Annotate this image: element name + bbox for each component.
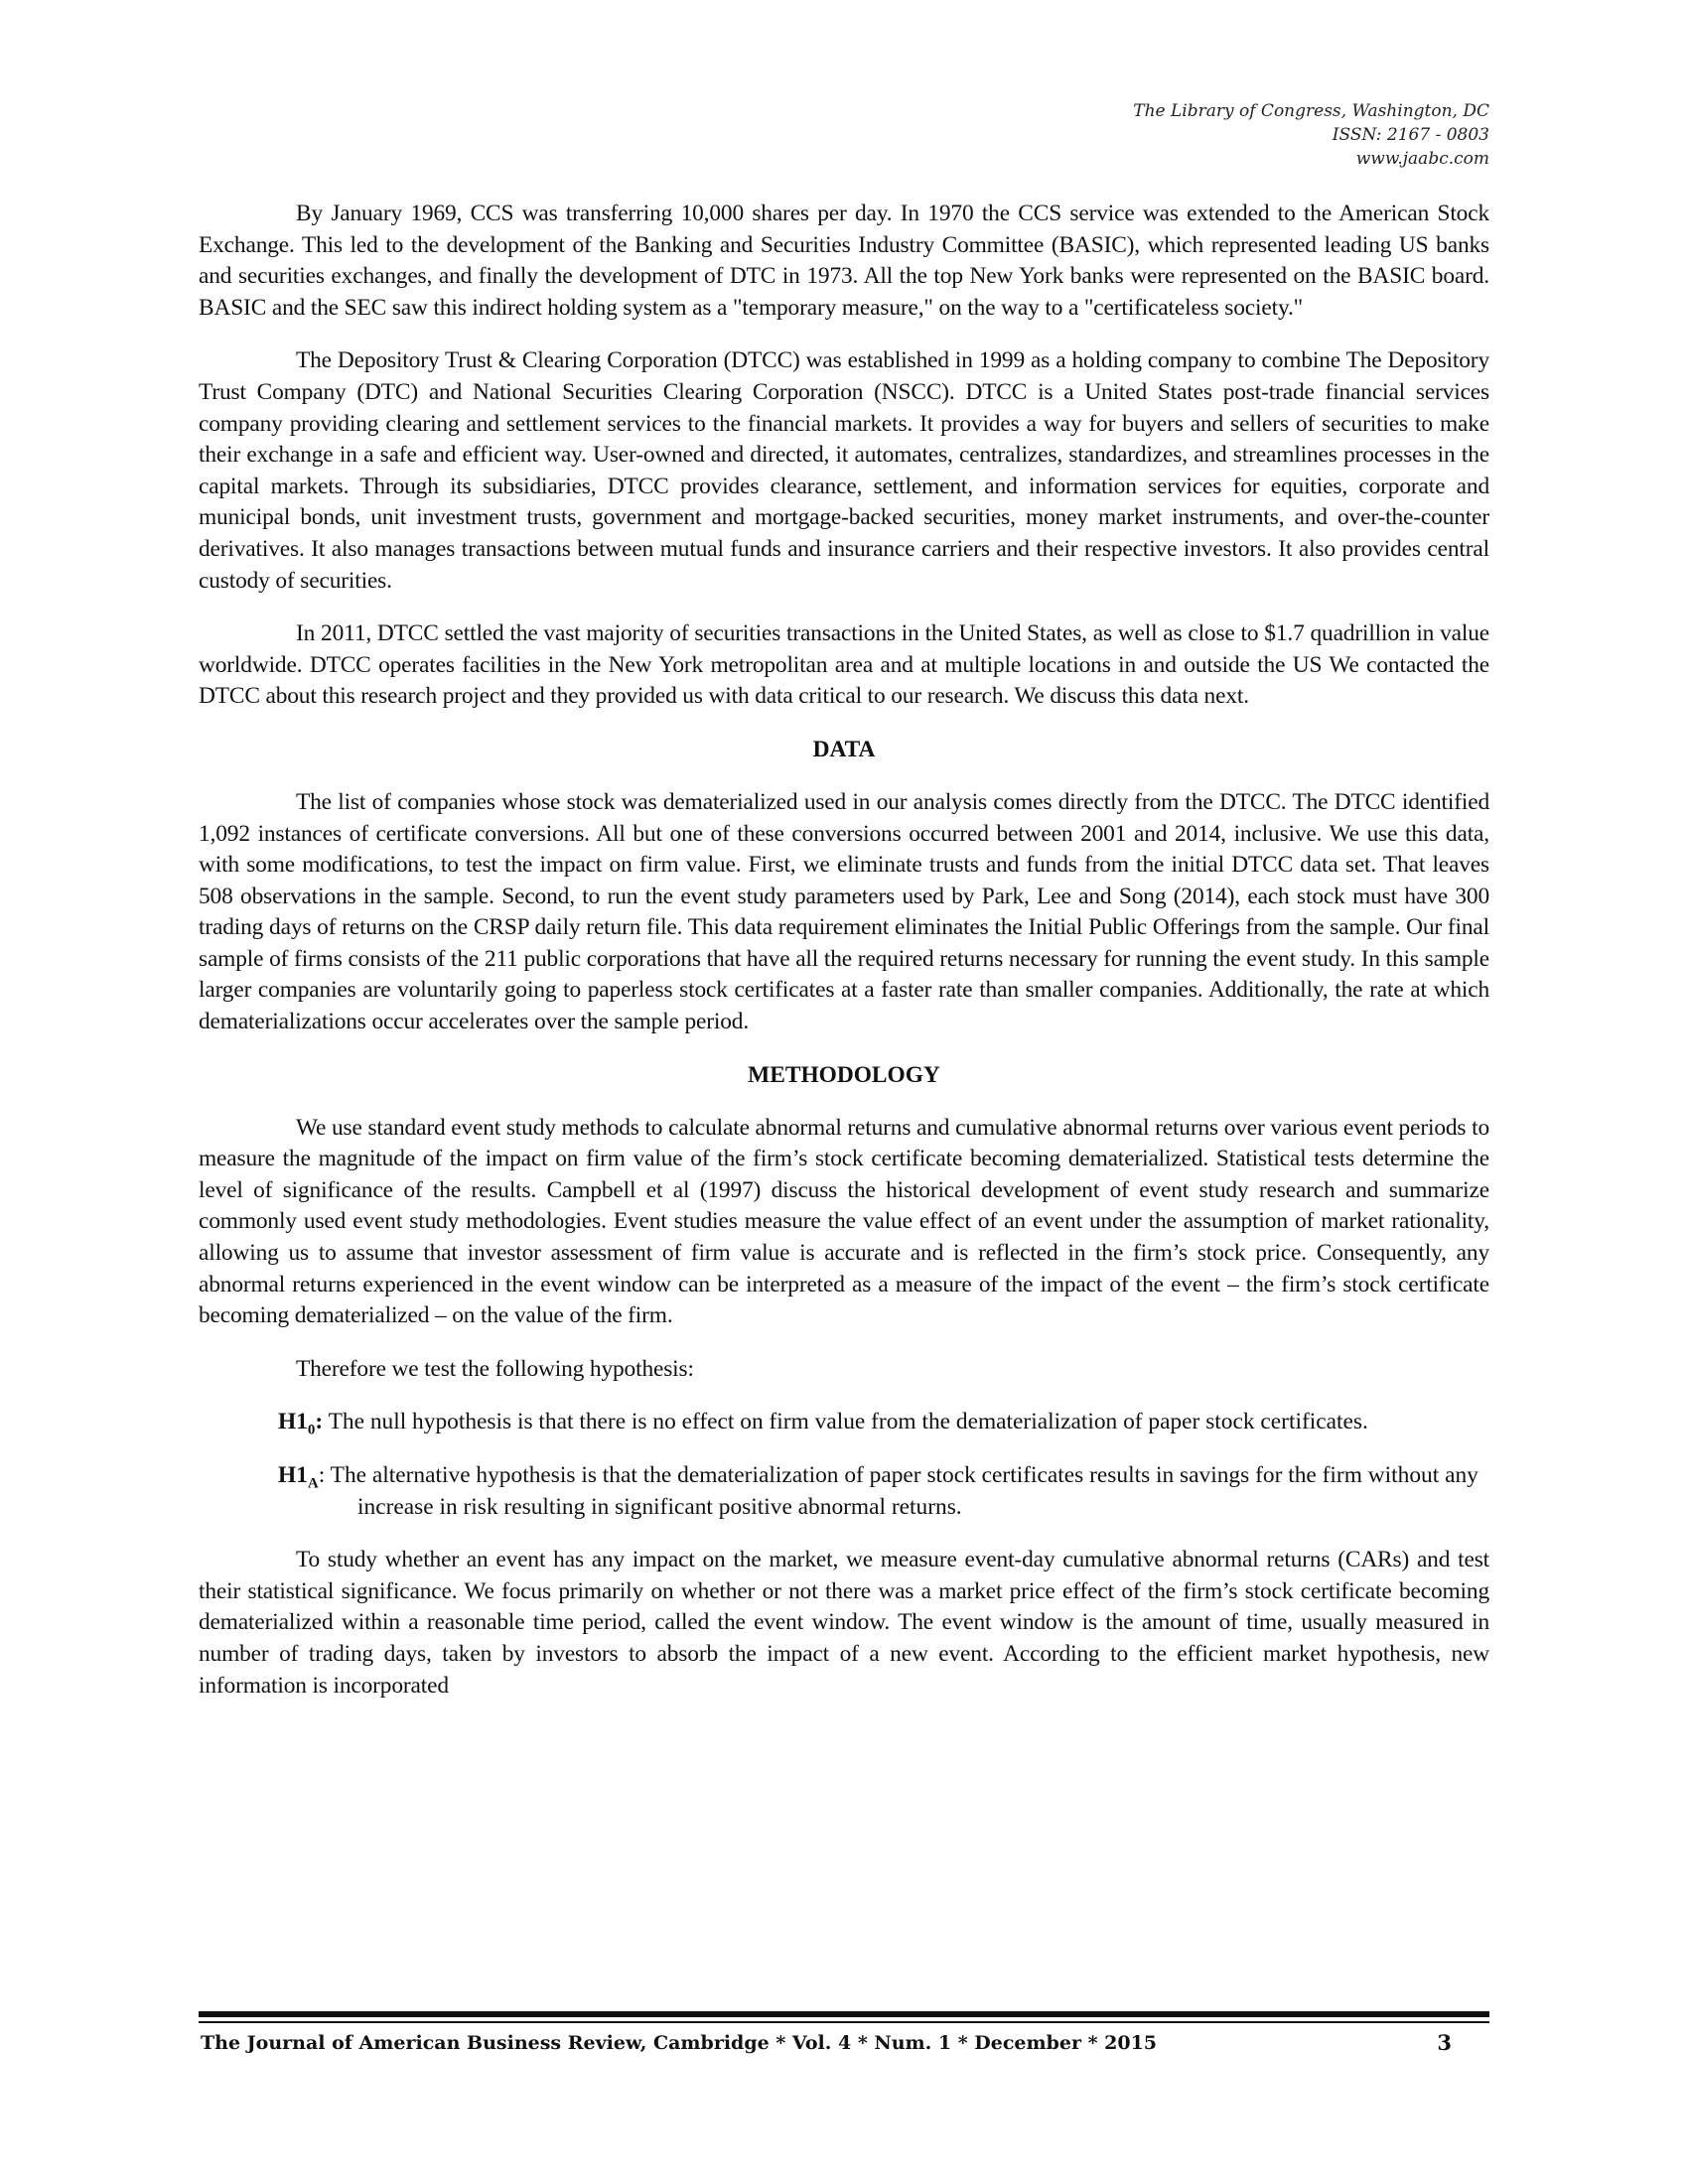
paragraph-data-sample: The list of companies whose stock was dematerialized used in our analysis comes directly from the DTCC. The DTCC identified 1,092 instances of certificate conversions. All but one of these conversions occurred between 2001 and 2014, inclusive. We use this data, with some modifications, to test the impact on firm value. First, we eliminate trusts and funds from the initial DTCC data set. That leaves 508 observations in the sample. Second, to run the event study parameters used by Park, Lee and Song (2014), each stock must have 300 trading days of returns on the CRSP daily return file. This data requirement eliminates the Initial Public Offerings from the sample. Our final sample of firms consists of the 211 public corporations that have all the required returns necessary for running the event study. In this sample larger companies are voluntarily going to paperless stock certificates at a faster rate than smaller companies. Additionally, the rate at which dematerializations occur accelerates over the sample period. [199,788,1489,1035]
hypothesis-null [199,1407,1489,1438]
header-website-line: www.jaabc.com [1355,149,1489,169]
section-heading-data: DATA [812,736,876,762]
footer-journal-citation: The Journal of American Business Review, Cambridge * Vol. 4 * Num. 1 * December * 2015 [201,2032,1158,2054]
header-issn-line: ISSN: 2167 - 0803 [1332,125,1489,145]
paragraph-dtcc-overview: The Depository Trust & Clearing Corporation (DTCC) was established in 1999 as a holding company to combine The Depository Trust Company (DTC) and National Securities Clearing Corporation (NSCC). DTCC is a United States post-trade financial services company providing clearing and settlement services to the financial markets. It provides a way for buyers and sellers of securities to make their exchange in a safe and efficient way. User-owned and directed, it automates, centralizes, standardizes, and streamlines processes in the capital markets. Through its subsidiaries, DTCC provides clearance, settlement, and information services for equities, corporate and municipal bonds, unit investment trusts, government and mortgage-backed securities, money market instruments, and over-the-counter derivatives. It also manages transactions between mutual funds and insurance carriers and their respective investors. It also provides central custody of securities. [199,347,1489,594]
page-number: 3 [1437,2030,1452,2055]
paragraph-ccs-history: By January 1969, CCS was transferring 10,000 shares per day. In 1970 the CCS service was extended to the American Stock Exchange. This led to the development of the Banking and Securities Industry Committee (BASIC), which represented leading US banks and securities exchanges, and finally the development of DTC in 1973. All the top New York banks were represented on the BASIC board. BASIC and the SEC saw this indirect holding system as a "temporary measure," on the way to a "certificateless society." [199,201,1489,321]
hypothesis-null-label: $H1_0$: [278,1409,324,1439]
hypothesis-alternative-text: The alternative hypothesis is that the dematerialization of paper stock certificates results in savings for the firm without any increase in risk resulting in significant positive abnormal returns. [325,1462,1478,1520]
hypothesis-alternative-label: $H1_A$ [278,1462,319,1492]
section-heading-methodology: METHODOLOGY [748,1061,940,1088]
article-body [199,199,1489,1723]
header-library-line: The Library of Congress, Washington, DC [1133,101,1489,121]
paragraph-dtcc-2011: In 2011, DTCC settled the vast majority of securities transactions in the United States, as well as close to $1.7 quadrillion in value worldwide. DTCC operates facilities in the New York metropolitan area and at multiple locations in and outside the US We contacted the DTCC about this research project and they provided us with data critical to our research. We discuss this data next. [199,620,1489,710]
paragraph-hypothesis-intro: Therefore we test the following hypothesis: [296,1355,694,1382]
hypothesis-alternative: $H1_A$: The alternative hypothesis is that the dematerialization of paper stock certificates results in savings for the firm without any increase in risk resulting in significant positive abnormal returns. [278,1462,1478,1520]
hypothesis-null-text: The null hypothesis is that there is no effect on firm value from the dematerialization of paper stock certificates. [323,1409,1368,1435]
paragraph-car-study: To study whether an event has any impact on the market, we measure event-day cumulative abnormal returns (CARs) and test their statistical significance. We focus primarily on whether or not there was a market price effect of the firm’s stock certificate becoming dematerialized within a reasonable time period, called the event window. The event window is the amount of time, usually measured in number of trading days, taken by investors to absorb the impact of a new event. According to the efficient market hypothesis, new information is incorporated [199,1547,1489,1699]
journal-header [973,99,1489,171]
footer-divider-thin [199,2021,1489,2023]
footer-divider-thick [199,2011,1489,2017]
paragraph-event-study-methods: We use standard event study methods to calculate abnormal returns and cumulative abnormal returns over various event periods to measure the magnitude of the impact on firm value of the firm’s stock certificate becoming dematerialized. Statistical tests determine the level of significance of the results. Campbell et al (1997) discuss the historical development of event study research and summarize commonly used event study methodologies. Event studies measure the value effect of an event under the assumption of market rationality, allowing us to assume that investor assessment of firm value is accurate and is reflected in the firm’s stock price. Consequently, any abnormal returns experienced in the event window can be interpreted as a measure of the impact of the event – the firm’s stock certificate becoming dematerialized – on the value of the firm. [199,1114,1489,1329]
